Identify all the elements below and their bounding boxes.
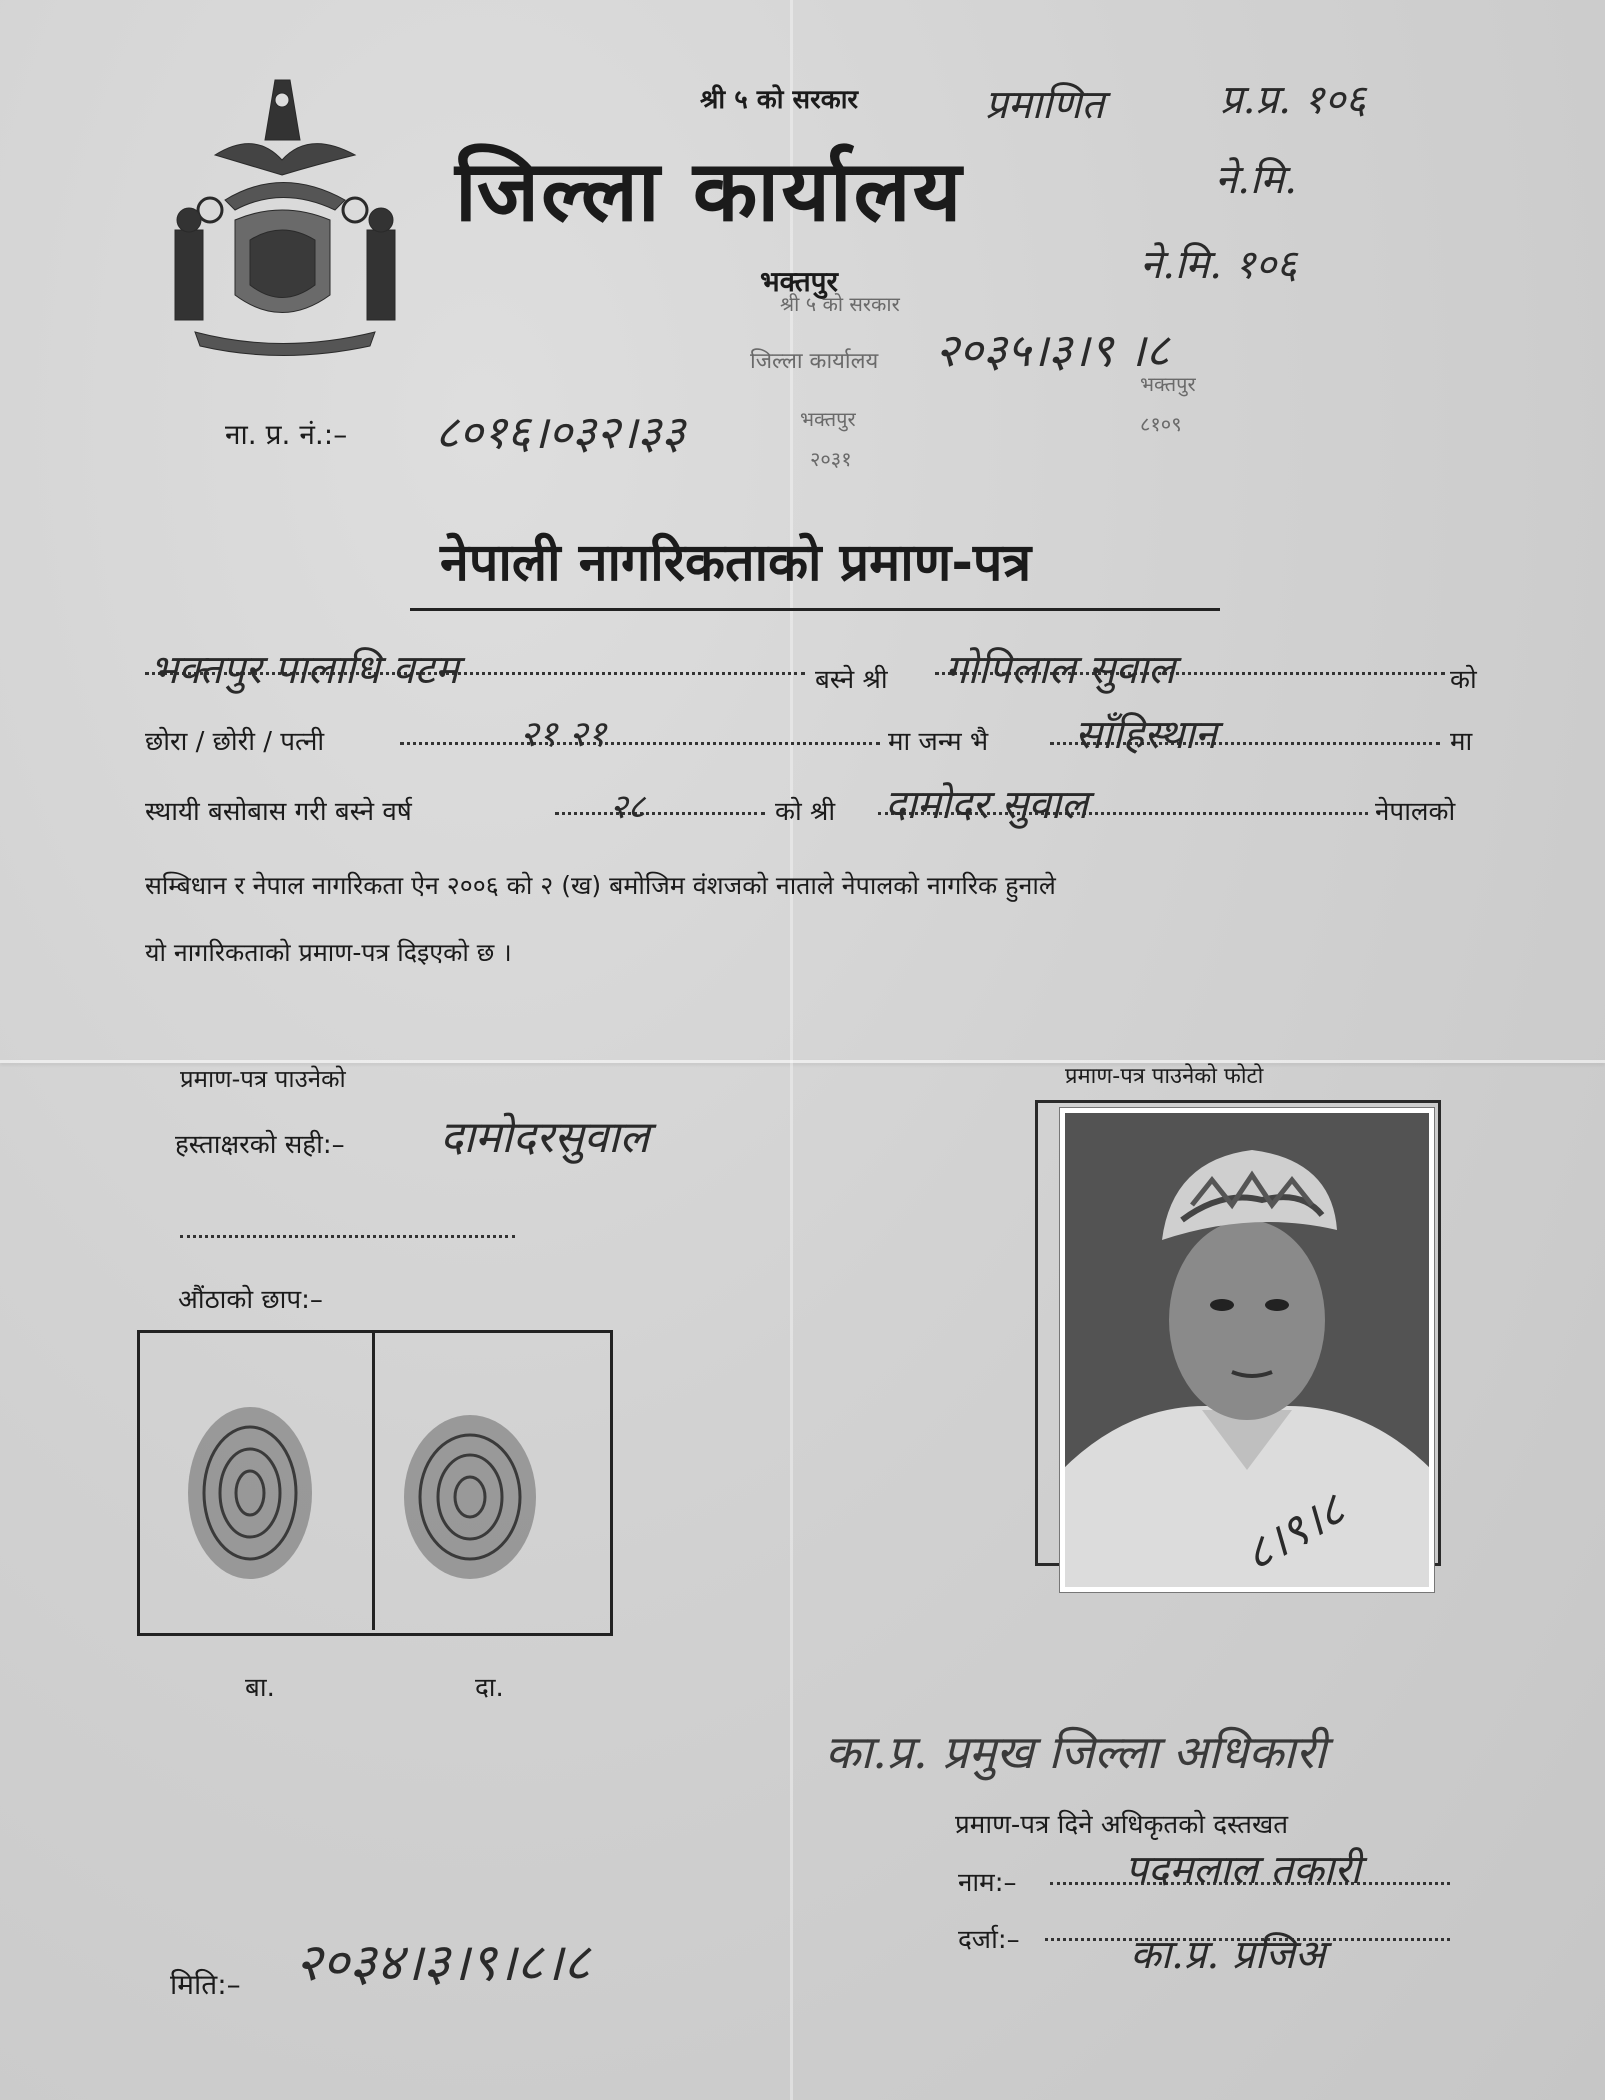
thumb-label: औंठाको छाप:– [178,1285,323,1315]
body-line-5: यो नागरिकताको प्रमाण-पत्र दिइएको छ । [145,938,512,967]
stamp-handwriting: २०३५।३।९ ।८ [935,323,1170,377]
born-label: मा जन्म भै [888,727,989,757]
recipient-label: प्रमाण-पत्र पाउनेको [180,1065,346,1093]
nepal-coat-of-arms-emblem [155,70,415,360]
office-title: जिल्ला कार्यालय [455,142,964,240]
handwritten-note-3: ने.मि. १०६ [1140,242,1298,288]
thumb-right-label: दा. [475,1673,504,1703]
relation-label: छोरा / छोरी / पत्नी [145,727,325,757]
holder-signature: दामोदरसुवाल [440,1112,650,1163]
photo-label: प्रमाण-पत्र पाउनेको फोटो [1065,1064,1264,1089]
certificate-title: नेपाली नागरिकताको प्रमाण-पत्र [440,533,1032,593]
handwritten-note-2: ने.मि. [1215,157,1297,203]
holder-photo [1060,1108,1434,1592]
ma-label: मा [1450,727,1473,757]
officer-title-label: प्रमाण-पत्र दिने अधिकृतको दस्तखत [955,1810,1289,1840]
stamp-line-1: श्री ५ को सरकार [780,292,900,316]
father-name-handwriting: गोपिलाल सुवाल [945,647,1176,693]
officer-stamp: का.प्र. प्रमुख जिल्ला अधिकारी [825,1725,1327,1779]
officer-rank-label: दर्जा:– [958,1925,1020,1955]
ko-label: को [1450,665,1477,695]
name-handwriting: दामोदर सुवाल [885,782,1088,828]
stamp-line-4: २०३१ [810,447,852,471]
age-handwriting: २१ २१ [520,714,607,755]
years-handwriting: २८ [610,787,646,827]
title-underline [410,608,1220,611]
thumbprint-divider [372,1330,375,1630]
issue-date: २०३४।३।९।८।८ [295,1933,591,1993]
nepal-ko-label: नेपालको [1375,797,1456,827]
handwritten-note-1: प्रमाणित [985,82,1105,128]
address-handwriting: भक्तपुर पालाधि वटम [150,647,459,693]
residence-label: स्थायी बसोबास गरी बस्ने वर्ष [145,797,412,827]
thumb-left-label: बा. [245,1673,275,1703]
signature-dotted-line [180,1235,515,1238]
handwritten-note-4: प्र.प्र. १०६ [1220,77,1367,123]
officer-rank-handwriting: का.प्र. प्रजिअ [1130,1932,1326,1978]
registration-number: ८०१६।०३२।३३ [435,405,686,459]
officer-name-label: नाम:– [958,1868,1017,1898]
lives-label: बस्ने श्री [815,665,888,695]
dotted-field [555,812,765,815]
left-thumbprint-icon [175,1395,325,1590]
birthplace-handwriting: साँहिस्थान [1075,712,1217,758]
body-line-4: सम्बिधान र नेपाल नागरिकता ऐन २००६ को २ (ख) बमोजिम वंशजको नाताले नेपालको नागरिक हुनाले [145,871,1056,900]
district-label: भक्तपुर [760,265,839,298]
stamp-line-3: भक्तपुर [800,407,856,431]
stamp-line-2: जिल्ला कार्यालय [750,349,879,374]
signature-label: हस्ताक्षरको सही:– [175,1130,345,1160]
officer-cross-signature: ८।९।८ [1234,1481,1354,1582]
govt-label: श्री ५ को सरकार [700,85,859,115]
officer-name-handwriting: पदमलाल तकारी [1125,1847,1361,1893]
registration-label: ना. प्र. नं.:– [225,418,348,451]
ko-shri-label: को श्री [775,797,836,827]
right-thumbprint-icon [390,1405,550,1590]
stamp-right-1: भक्तपुर [1140,372,1196,396]
portrait-image [1062,1110,1432,1590]
dotted-field [400,742,880,745]
date-label: मिति:– [170,1968,241,2001]
stamp-right-2: ८१०९ [1140,412,1182,436]
